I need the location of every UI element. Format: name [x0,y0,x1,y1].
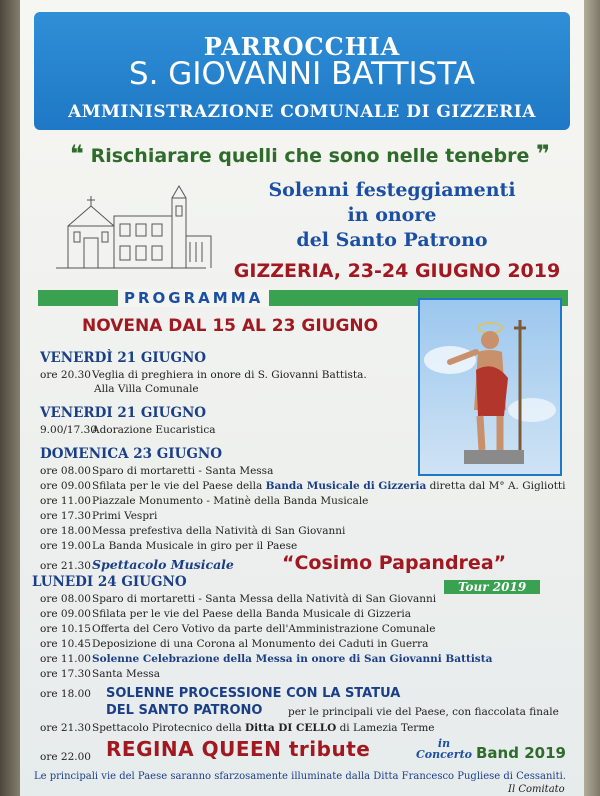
row-time: ore 18.00 [40,525,91,537]
footer-note: Le principali vie del Paese saranno sfarzosamente illuminate dalla Ditta Francesco Pugliese di Cessaniti. [34,771,566,782]
concerto-label: Concerto [416,748,472,761]
wall-left [0,0,22,796]
row-time: ore 09.00 [40,480,91,492]
row-time: ore 21.30 [40,560,91,572]
row-text: Spettacolo Pirotecnico della [92,722,246,734]
procession-title-line-1: SOLENNE PROCESSIONE CON LA STATUA [106,686,401,701]
row-time: ore 08.00 [40,465,91,477]
municipality-title: AMMINISTRAZIONE COMUNALE DI GIZZERIA [68,102,536,122]
row-subtext: Alla Villa Comunale [94,383,199,395]
schedule-row [40,525,345,537]
procession-title-line-2: DEL SANTO PATRONO [106,703,263,718]
schedule-row [40,668,160,680]
celebration-line-3: del Santo Patrono [296,229,488,251]
row-time: ore 08.00 [40,593,91,605]
saint-statue-image [418,298,562,476]
schedule-row [40,495,368,507]
open-quote-icon: ❝ [69,140,84,168]
row-text: Sfilata per le vie del Paese della [92,480,266,492]
tour-badge: Tour 2019 [444,580,540,594]
row-text: Sparo di mortaretti - Santa Messa [92,465,274,477]
schedule-row [40,608,411,620]
event-date: GIZZERIA, 23-24 GIUGNO 2019 [233,260,561,282]
schedule-row [40,593,436,605]
row-time: ore 17.30 [40,668,91,680]
row-time: 9.00/17.30 [40,424,97,436]
row-text: Adorazione Eucaristica [92,424,216,436]
motto-text: Rischiarare quelli che sono nelle tenebre [90,145,530,167]
row-text: Sparo di mortaretti - Santa Messa della Natività di San Giovanni [92,593,437,605]
programma-label: PROGRAMMA [118,289,269,307]
in-concerto-label [416,738,472,760]
schedule-row [40,480,566,492]
row-text: Sfilata per le vie del Paese della Banda Musicale di Gizzeria [92,608,412,620]
row-text: Deposizione di una Corona al Monumento dei Caduti in Guerra [92,638,429,650]
procession-detail: per le principali vie del Paese, con fiaccolata finale [288,706,559,718]
row-text-bold: Banda Musicale di Gizzeria [265,480,427,492]
row-text: Offerta del Cero Votivo da parte dell'Amministrazione Comunale [92,623,436,635]
row-text: di Lamezia Terme [336,722,435,734]
schedule-row [40,424,215,436]
close-quote-icon: ❞ [536,140,551,168]
row-time: ore 21.30 [40,722,91,734]
novena-title: NOVENA DAL 15 AL 23 GIUGNO [82,316,379,336]
spettacolo-label: Spettacolo Musicale [92,557,234,572]
row-text: Piazzale Monumento - Matinè della Banda Musicale [92,495,369,507]
procession-time: ore 18.00 [40,688,91,700]
in-label: in [437,737,451,750]
row-text: La Banda Musicale in giro per il Paese [92,540,298,552]
parish-name: S. GIOVANNI BATTISTA [128,56,476,92]
regina-queen-title: REGINA QUEEN tribute [106,737,371,761]
schedule-row [40,369,367,381]
regina-time: ore 22.00 [40,751,91,763]
poster [20,0,584,796]
band-year: Band 2019 [476,744,566,762]
row-text: Primi Vespri [92,510,158,522]
celebration-line-1: Solenni festeggiamenti [268,179,516,201]
row-time: ore 10.45 [40,638,91,650]
parrocchia-title: PARROCCHIA [203,32,401,61]
schedule-row-spettacolo [40,554,234,573]
day-title-domenica: DOMENICA 23 GIUGNO [40,446,223,462]
schedule-row [40,653,492,665]
church-illustration [46,176,216,276]
row-time: ore 17.30 [40,510,91,522]
row-text: Veglia di preghiera in onore di S. Giovanni Battista. [92,369,367,381]
day-title-lunedi: LUNEDI 24 GIUGNO [32,574,187,590]
row-time: ore 11.00 [40,495,91,507]
schedule-row [40,465,273,477]
schedule-row [40,638,428,650]
schedule-row [40,540,297,552]
schedule-row [40,623,435,635]
comitato-signature: Il Comitato [508,784,565,795]
row-text: diretta dal M° A. Gigliotti [426,480,566,492]
row-time: ore 10.15 [40,623,91,635]
celebration-line-2: in onore [347,204,437,226]
row-text-bold: Solenne Celebrazione della Messa in onore di San Giovanni Battista [92,653,493,665]
schedule-row-fireworks [40,722,435,734]
wall-right [582,0,600,796]
row-text-bold: Ditta DI CELLO [245,722,337,734]
day-title-venerdi-adorazione: VENERDI 21 GIUGNO [40,405,207,421]
motto [60,140,560,168]
row-text: Santa Messa [92,668,161,680]
row-time: ore 19.00 [40,540,91,552]
celebration-title [212,178,572,253]
row-time: ore 20.30 [40,369,91,381]
schedule-row [40,510,157,522]
day-title-venerdi-veglia: VENERDÌ 21 GIUGNO [40,350,207,366]
row-time: ore 09.00 [40,608,91,620]
header-banner [34,12,570,130]
cosimo-papandrea-title: “Cosimo Papandrea” [282,552,507,574]
row-text: Messa prefestiva della Natività di San Giovanni [92,525,346,537]
row-time: ore 11.00 [40,653,91,665]
